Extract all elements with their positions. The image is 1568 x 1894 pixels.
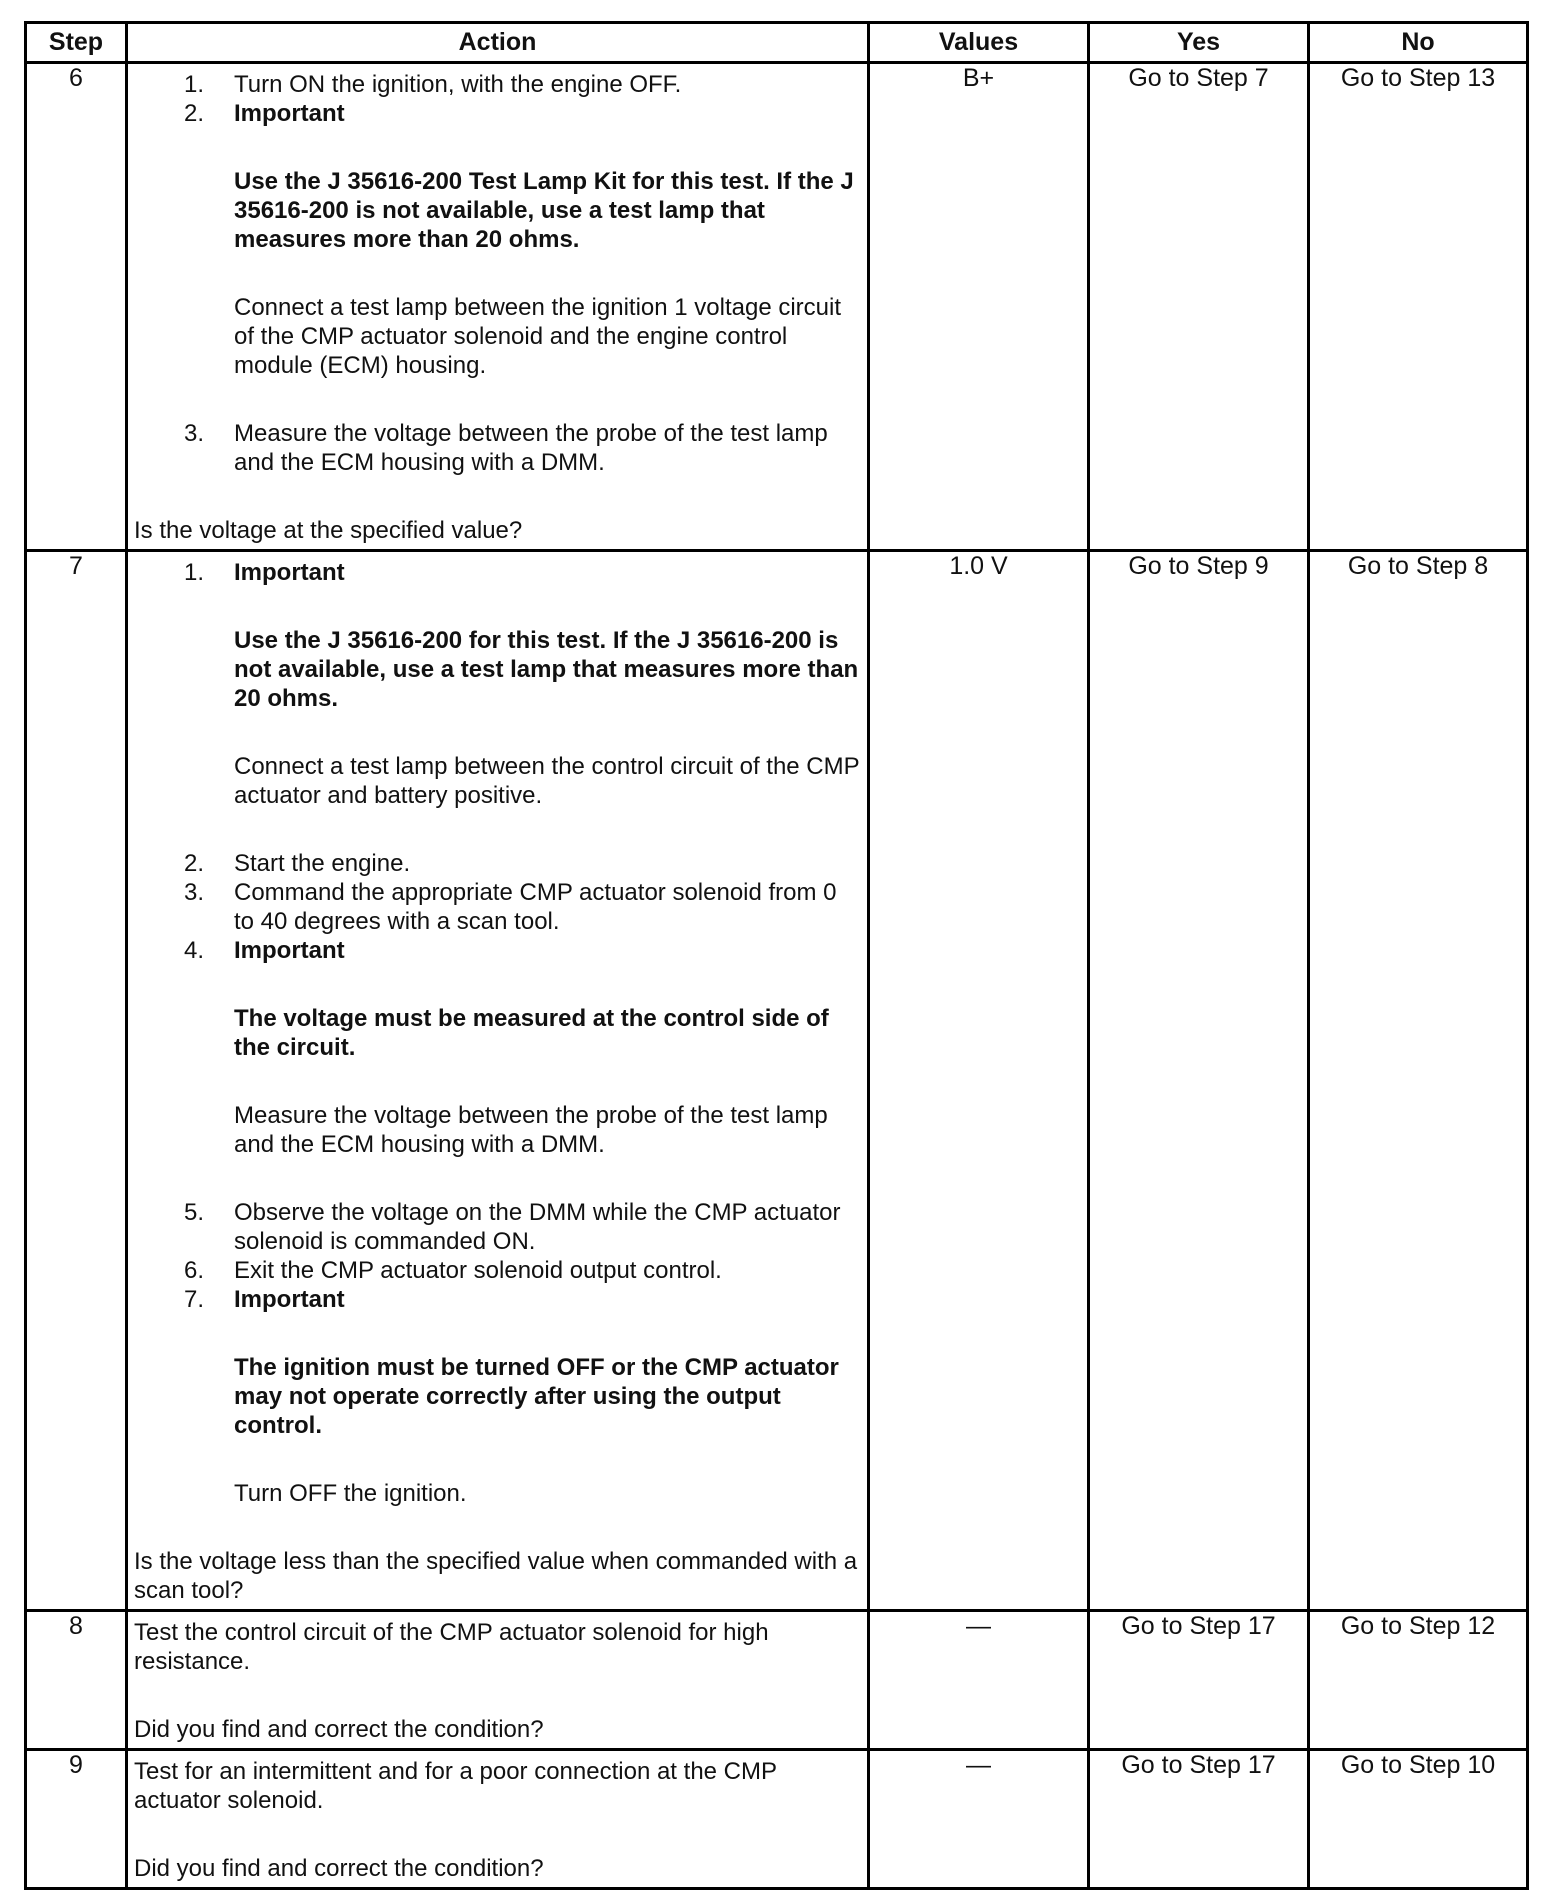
item-number: 5. [183, 1199, 204, 1226]
yes-cell [1089, 1750, 1309, 1889]
question-text: Is the voltage at the specified value? [134, 517, 523, 544]
item-text: Start the engine. [234, 850, 411, 877]
item-text: Exit the CMP actuator solenoid output control. [234, 1257, 722, 1284]
item-number: 3. [183, 879, 204, 906]
diagnostic-table [24, 21, 1529, 1890]
item-number: 1. [183, 559, 204, 586]
list-item [134, 849, 861, 878]
item-number: 1. [183, 71, 204, 98]
item-text: Measure the voltage between the probe of the test lamp and the ECM housing with a DMM. [234, 420, 828, 476]
header-yes: Yes [1089, 23, 1309, 63]
no-link[interactable]: Go to Step 13 [1340, 64, 1496, 92]
question-text: Is the voltage less than the specified value when commanded with a scan tool? [134, 1548, 858, 1604]
header-no: No [1309, 23, 1528, 63]
table-row [26, 63, 1528, 551]
yes-cell [1089, 1611, 1309, 1750]
list-item [134, 1285, 861, 1314]
value-cell: — [869, 1750, 1089, 1889]
item-text: Observe the voltage on the DMM while the CMP actuator solenoid is commanded ON. [234, 1199, 841, 1255]
header-values: Values [869, 23, 1089, 63]
item-number: 3. [183, 420, 204, 447]
step-number: 7 [26, 551, 127, 1611]
step-number: 6 [26, 63, 127, 551]
action-cell [127, 63, 869, 551]
action-cell [127, 1611, 869, 1750]
list-item [134, 70, 861, 99]
question-text: Did you find and correct the condition? [134, 1855, 544, 1882]
item-number: 4. [183, 937, 204, 964]
value-cell: — [869, 1611, 1089, 1750]
item-number: 2. [183, 100, 204, 127]
no-cell [1309, 1611, 1528, 1750]
action-cell [127, 1750, 869, 1889]
no-cell [1309, 1750, 1528, 1889]
value-cell: 1.0 V [869, 551, 1089, 1611]
item-text: Measure the voltage between the probe of the test lamp and the ECM housing with a DMM. [234, 1102, 828, 1158]
no-link[interactable]: Go to Step 12 [1340, 1612, 1496, 1640]
table-row [26, 1750, 1528, 1889]
table-row [26, 1611, 1528, 1750]
yes-cell [1089, 63, 1309, 551]
no-link[interactable]: Go to Step 10 [1340, 1751, 1496, 1779]
yes-link[interactable]: Go to Step 7 [1128, 64, 1269, 92]
item-text: Connect a test lamp between the control circuit of the CMP actuator and battery positive. [234, 753, 860, 809]
item-text: Command the appropriate CMP actuator solenoid from 0 to 40 degrees with a scan tool. [234, 879, 837, 935]
header-step: Step [26, 23, 127, 63]
important-label: Important [234, 937, 345, 964]
item-number: 2. [183, 850, 204, 877]
action-cell [127, 551, 869, 1611]
value-cell: B+ [869, 63, 1089, 551]
item-number: 6. [183, 1257, 204, 1284]
important-note: Use the J 35616-200 for this test. If the J 35616-200 is not available, use a test lamp that measures more than 20 ohms. [234, 627, 859, 712]
no-cell [1309, 551, 1528, 1611]
item-text: Turn OFF the ignition. [234, 1480, 467, 1507]
important-note: Use the J 35616-200 Test Lamp Kit for this test. If the J 35616-200 is not available, use a test lamp that measures more than 20 ohms. [234, 168, 854, 253]
table-row [26, 551, 1528, 1611]
list-item [134, 99, 861, 128]
item-text: Test the control circuit of the CMP actuator solenoid for high resistance. [134, 1619, 769, 1675]
important-label: Important [234, 559, 345, 586]
header-row [26, 23, 1528, 63]
list-item [134, 936, 861, 965]
list-item [134, 878, 861, 936]
yes-link[interactable]: Go to Step 9 [1128, 552, 1269, 580]
important-note: The ignition must be turned OFF or the CMP actuator may not operate correctly after using the output control. [234, 1354, 839, 1439]
item-text: Turn ON the ignition, with the engine OFF. [234, 71, 682, 98]
yes-cell [1089, 551, 1309, 1611]
item-text: Connect a test lamp between the ignition 1 voltage circuit of the CMP actuator solenoid and the engine control module (ECM) housing. [234, 294, 842, 379]
item-number: 7. [183, 1286, 204, 1313]
yes-link[interactable]: Go to Step 17 [1121, 1612, 1276, 1640]
no-cell [1309, 63, 1528, 551]
list-item [134, 1256, 861, 1285]
no-link[interactable]: Go to Step 8 [1347, 552, 1489, 580]
important-label: Important [234, 1286, 345, 1313]
step-number: 9 [26, 1750, 127, 1889]
step-number: 8 [26, 1611, 127, 1750]
important-note: The voltage must be measured at the control side of the circuit. [234, 1005, 829, 1061]
yes-link[interactable]: Go to Step 17 [1121, 1751, 1276, 1779]
header-action: Action [127, 23, 869, 63]
list-item [134, 558, 861, 587]
item-text: Test for an intermittent and for a poor connection at the CMP actuator solenoid. [134, 1758, 777, 1814]
list-item [134, 1198, 861, 1256]
important-label: Important [234, 100, 345, 127]
question-text: Did you find and correct the condition? [134, 1716, 544, 1743]
list-item [134, 419, 861, 477]
